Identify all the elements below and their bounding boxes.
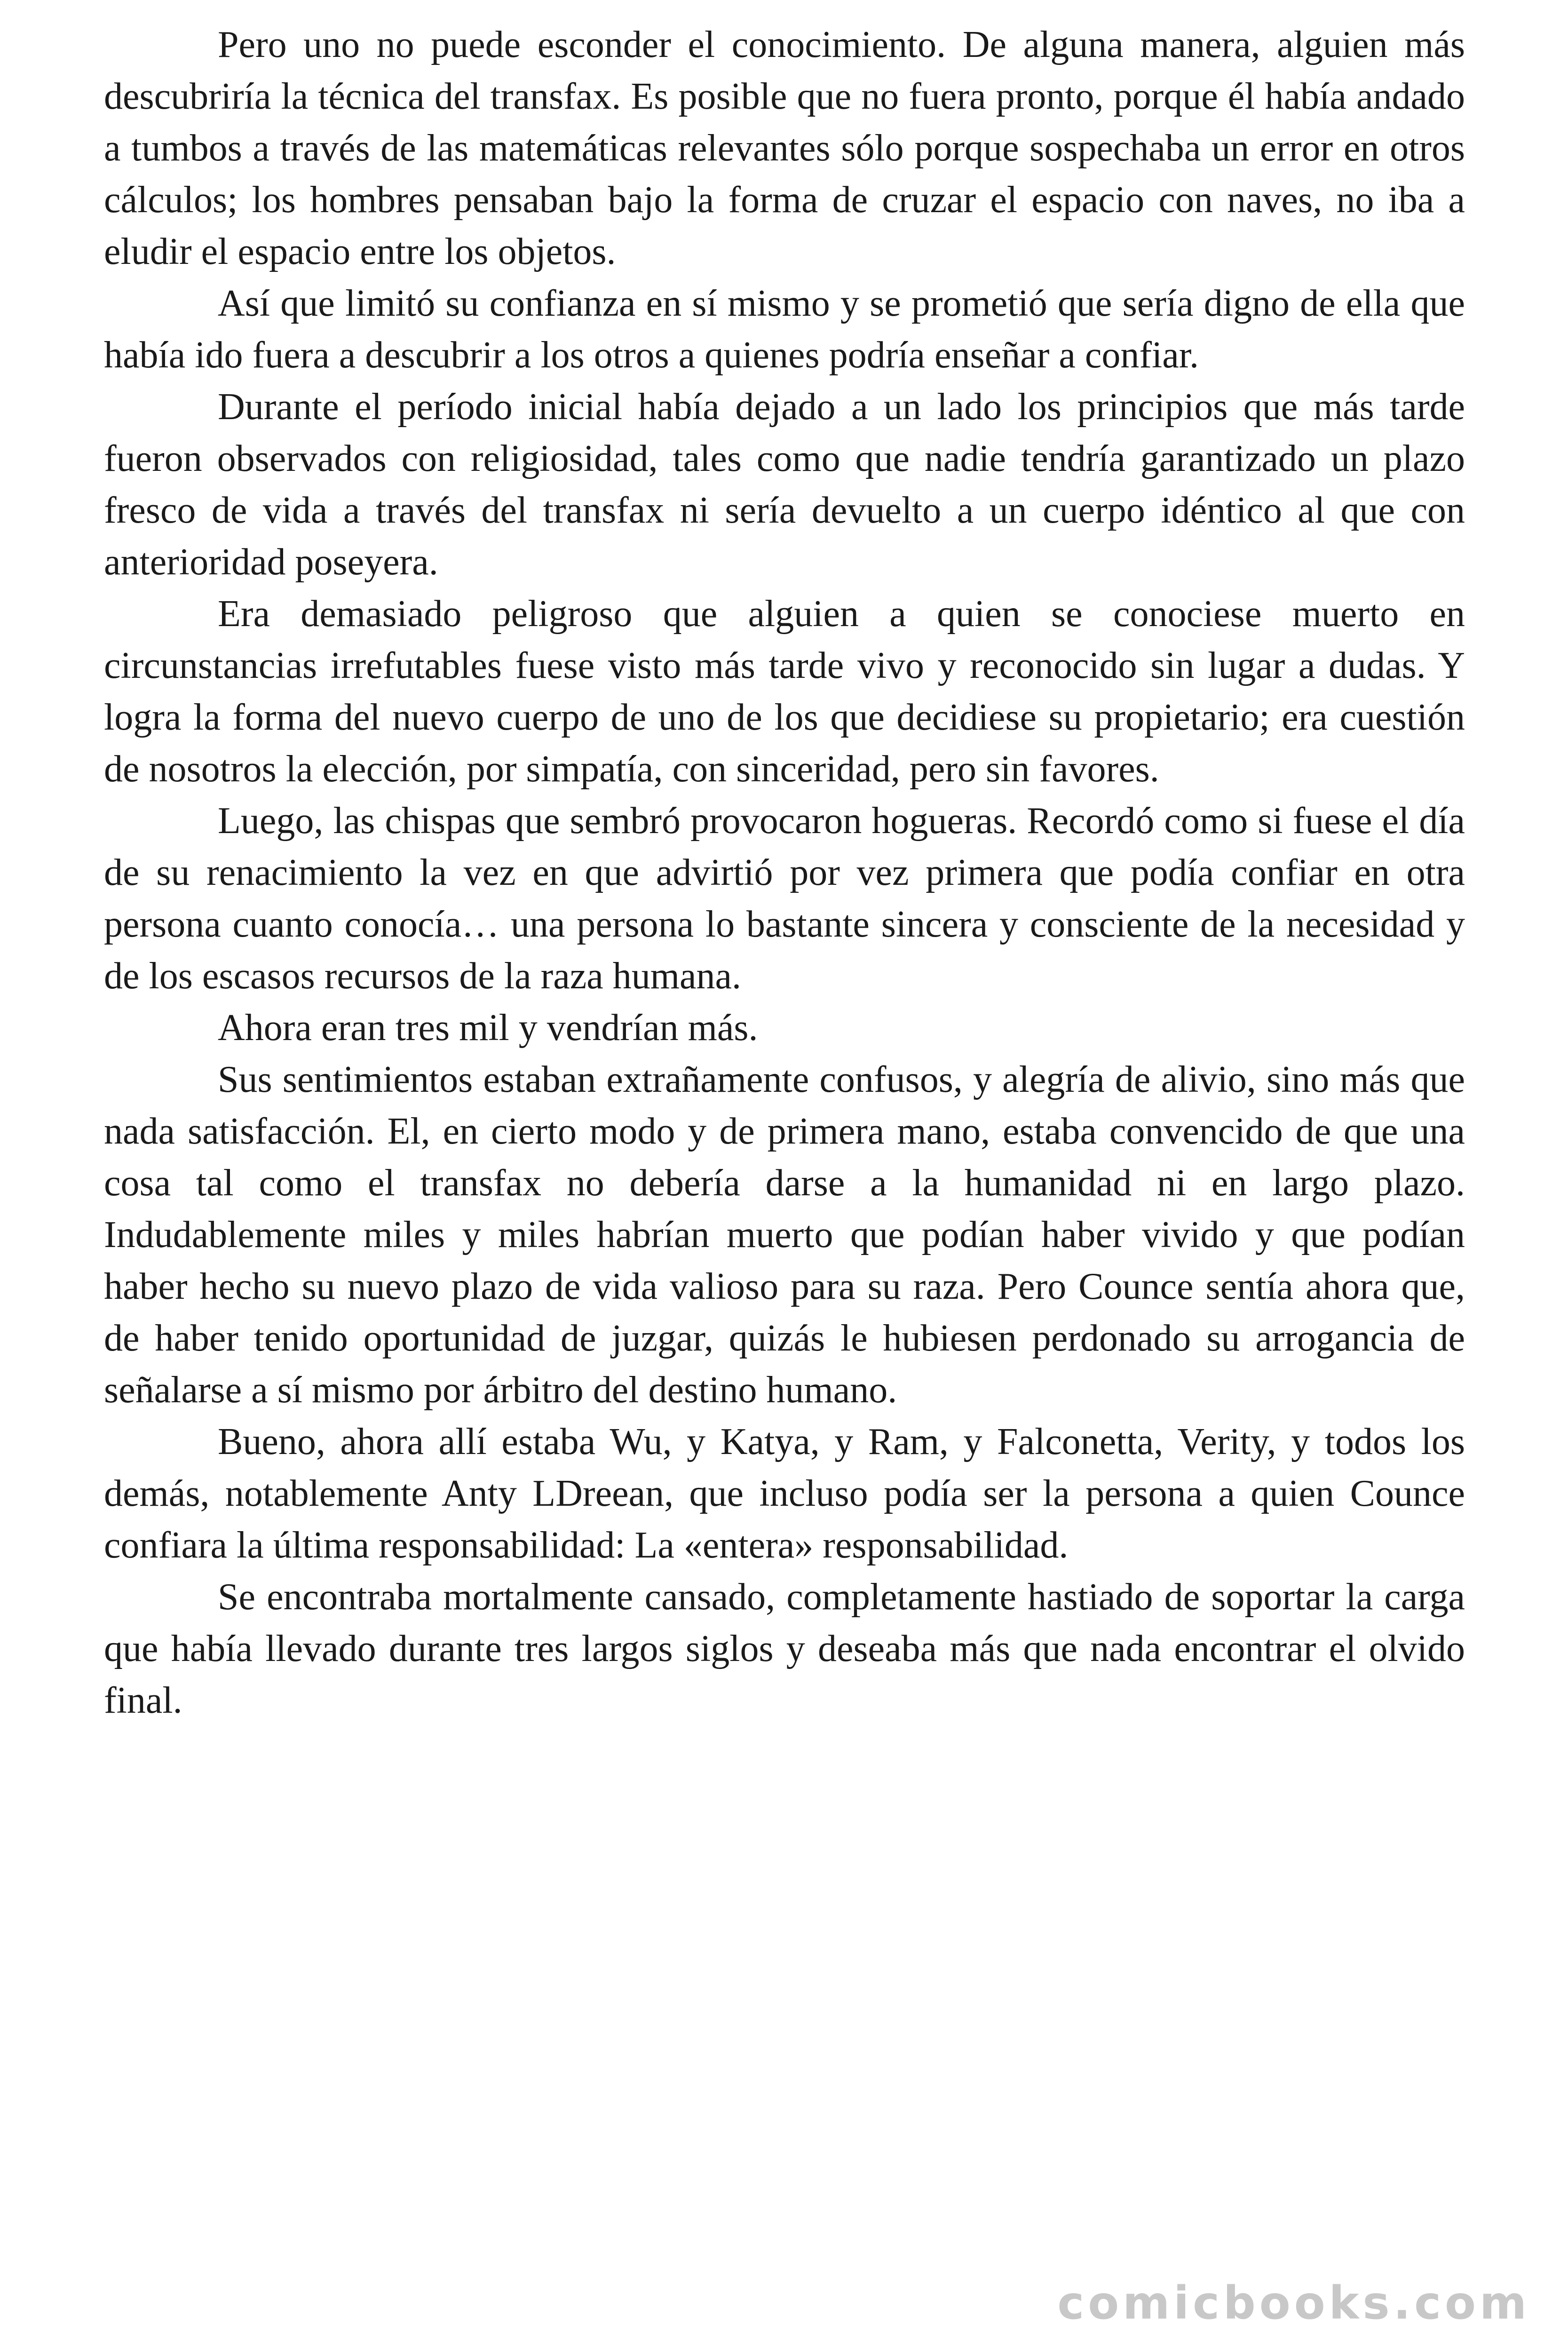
paragraph: Durante el período inicial había dejado a un lado los principios que más tarde fueron observados con religiosidad, tales como que nadie tendría garantizado un plazo fresco de vida a través del transfax ni sería devuelto a un cuerpo idéntico al que con anterioridad poseyera. (104, 386, 1465, 583)
watermark: comicbooks.com (1057, 2277, 1530, 2329)
paragraph: Luego, las chispas que sembró provocaron hogueras. Recordó como si fuese el día de su renacimiento la vez en que advirtió por vez primera que podía confiar en otra persona cuanto conocía… una persona lo bastante sincera y consciente de la necesidad y de los escasos recursos de la raza humana. (104, 800, 1465, 997)
paragraph: Así que limitó su confianza en sí mismo y se prometió que sería digno de ella que había ido fuera a descubrir a los otros a quienes podría enseñar a confiar. (104, 283, 1465, 376)
paragraph: Bueno, ahora allí estaba Wu, y Katya, y Ram, y Falconetta, Verity, y todos los demás, notablemente Anty LDreean, que incluso podía ser la persona a quien Counce confiara la última responsabilidad: La «entera» responsabilidad. (104, 1421, 1465, 1566)
body-text (104, 19, 1465, 1726)
paragraph: Sus sentimientos estaban extrañamente confusos, y alegría de alivio, sino más que nada satisfacción. El, en cierto modo y de primera mano, estaba convencido de que una cosa tal como el transfax no debería darse a la humanidad ni en largo plazo. Indudablemente miles y miles habrían muerto que podían haber vivido y que podían haber hecho su nuevo plazo de vida valioso para su raza. Pero Counce sentía ahora que, de haber tenido oportunidad de juzgar, quizás le hubiesen perdonado su arrogancia de señalarse a sí mismo por árbitro del destino humano. (104, 1059, 1465, 1411)
paragraph: Pero uno no puede esconder el conocimiento. De alguna manera, alguien más descubriría la técnica del transfax. Es posible que no fuera pronto, porque él había andado a tumbos a través de las matemáticas relevantes sólo porque sospechaba un error en otros cálculos; los hombres pensaban bajo la forma de cruzar el espacio con naves, no iba a eludir el espacio entre los objetos. (104, 24, 1465, 272)
paragraph: Se encontraba mortalmente cansado, completamente hastiado de soportar la carga que había llevado durante tres largos siglos y deseaba más que nada encontrar el olvido final. (104, 1576, 1465, 1721)
paragraph: Ahora eran tres mil y vendrían más. (218, 1007, 758, 1049)
paragraph: Era demasiado peligroso que alguien a quien se conociese muerto en circunstancias irrefutables fuese visto más tarde vivo y reconocido sin lugar a dudas. Y logra la forma del nuevo cuerpo de uno de los que decidiese su propietario; era cuestión de nosotros la elección, por simpatía, con sinceridad, pero sin favores. (104, 593, 1465, 790)
